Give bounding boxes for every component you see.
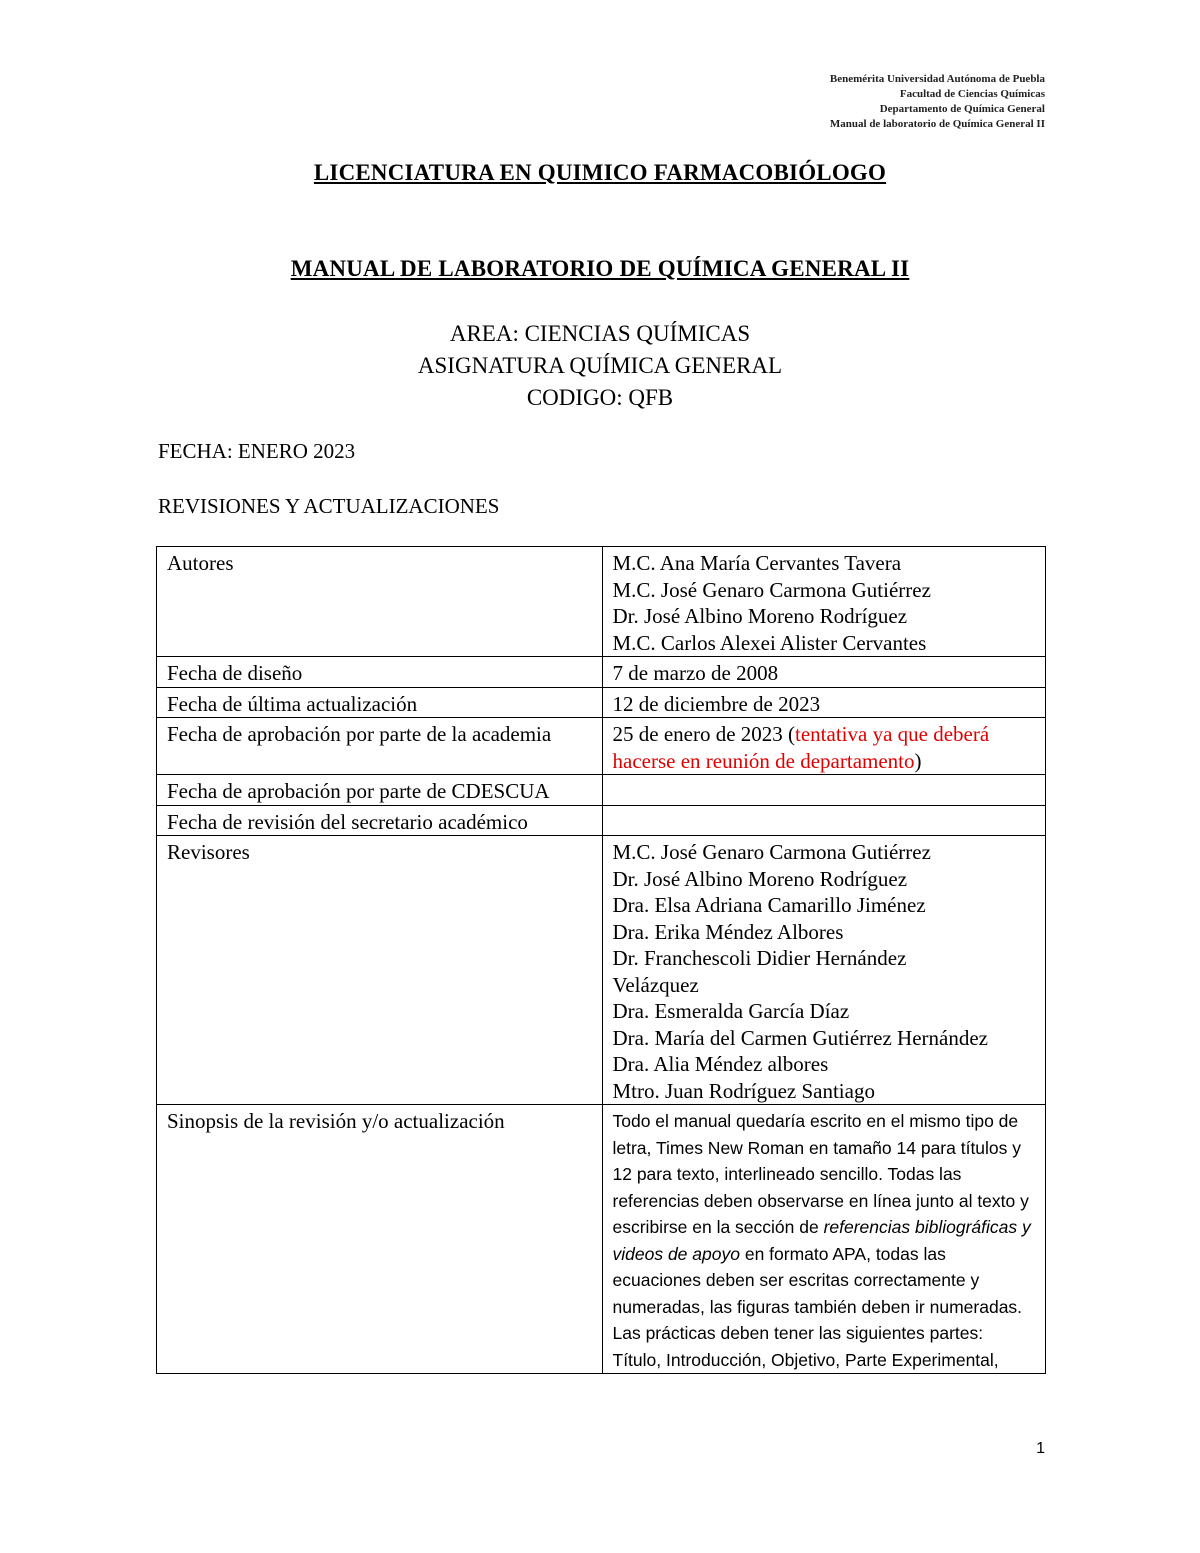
autor-item: M.C. Ana María Cervantes Tavera <box>612 551 902 575</box>
sinopsis-italic: referencias bibliográficas y videos de apoyo <box>612 1217 1031 1264</box>
table-row-diseno <box>157 657 1046 688</box>
aprobacion-academia-cell <box>602 718 1046 775</box>
codigo-line: CODIGO: QFB <box>526 385 674 410</box>
table-row-aprobacion-academia <box>157 718 1046 775</box>
aprobacion-academia-label: Fecha de aprobación por parte de la academia <box>157 718 603 775</box>
page-title: LICENCIATURA EN QUIMICO FARMACOBIÓLOGO <box>313 160 887 185</box>
table-row-revisores <box>157 836 1046 1105</box>
revision-secretario-label: Fecha de revisión del secretario académico <box>157 805 603 836</box>
sinopsis-part1: Todo el manual quedaría escrito en el mismo tipo de letra, Times New Roman en tamaño 14 para títulos y 12 para texto, interlineado sencillo. Todas las referencias deben observarse en línea junto al texto y escribirse en la sección de <box>612 1111 1029 1237</box>
diseno-label: Fecha de diseño <box>157 657 603 688</box>
aprobacion-cdescua-label: Fecha de aprobación por parte de CDESCUA <box>157 775 603 806</box>
revisor-item: Velázquez <box>612 972 699 997</box>
revisor-item: M.C. José Genaro Carmona Gutiérrez <box>612 840 931 864</box>
actualizacion-label: Fecha de última actualización <box>157 687 603 718</box>
revisor-item: Dra. Elsa Adriana Camarillo Jiménez <box>612 893 926 917</box>
page-number: 1 <box>1036 1440 1045 1457</box>
revisores-label: Revisores <box>157 836 603 1105</box>
fecha-line: FECHA: ENERO 2023 <box>158 439 356 463</box>
course-info <box>0 318 1200 414</box>
revisions-table <box>156 546 1046 1374</box>
manual-subtitle: MANUAL DE LABORATORIO DE QUÍMICA GENERAL II <box>290 256 910 281</box>
revisores-list <box>602 836 1046 1105</box>
header-department: Departamento de Química General <box>879 103 1045 115</box>
header-manual: Manual de laboratorio de Química General II <box>829 118 1045 130</box>
aprobacion-academia-value: 25 de enero de 2023 ( <box>612 722 796 746</box>
header-university: Benemérita Universidad Autónoma de Puebla <box>829 73 1045 85</box>
table-row-autores <box>157 547 1046 657</box>
aprobacion-academia-close: ) <box>914 748 922 773</box>
autor-item: M.C. José Genaro Carmona Gutiérrez <box>612 577 931 602</box>
table-row-revision-secretario <box>157 805 1046 836</box>
diseno-value: 7 de marzo de 2008 <box>602 657 1046 688</box>
table-row-aprobacion-cdescua <box>157 775 1046 806</box>
revisor-item: Dra. Alia Méndez albores <box>612 1052 829 1076</box>
revisor-item: Mtro. Juan Rodríguez Santiago <box>612 1078 875 1103</box>
autores-list <box>602 547 1046 657</box>
revisor-item: Dra. María del Carmen Gutiérrez Hernández <box>612 1025 988 1050</box>
revisor-item: Dra. Erika Méndez Albores <box>612 919 844 944</box>
asignatura-line: ASIGNATURA QUÍMICA GENERAL <box>417 353 783 378</box>
revisor-item: Dra. Esmeralda García Díaz <box>612 999 850 1023</box>
table-row-sinopsis <box>157 1105 1046 1374</box>
autor-item: M.C. Carlos Alexei Alister Cervantes <box>612 630 927 655</box>
actualizacion-value: 12 de diciembre de 2023 <box>602 687 1046 718</box>
aprobacion-academia-note: tentativa ya que deberá hacerse en reunión de departamento <box>612 722 990 773</box>
table-row-actualizacion <box>157 687 1046 718</box>
header-faculty: Facultad de Ciencias Químicas <box>899 88 1045 100</box>
area-line: AREA: CIENCIAS QUÍMICAS <box>449 321 751 346</box>
revision-secretario-value <box>602 805 1046 836</box>
sinopsis-text <box>602 1105 1046 1374</box>
sinopsis-part2: en formato APA, todas las ecuaciones deben ser escritas correctamente y numeradas, las figuras también deben ir numeradas. Las prácticas deben tener las siguientes partes: Título, Introducción, Objetivo, Parte Experimental, <box>612 1243 1023 1370</box>
revisor-item: Dr. José Albino Moreno Rodríguez <box>612 866 908 891</box>
autores-label: Autores <box>157 547 603 657</box>
autor-item: Dr. José Albino Moreno Rodríguez <box>612 604 908 628</box>
sinopsis-label: Sinopsis de la revisión y/o actualización <box>157 1105 603 1374</box>
running-header <box>830 72 1045 132</box>
revisiones-heading: REVISIONES Y ACTUALIZACIONES <box>158 494 500 518</box>
aprobacion-cdescua-value <box>602 775 1046 806</box>
revisor-item: Dr. Franchescoli Didier Hernández <box>612 946 907 970</box>
